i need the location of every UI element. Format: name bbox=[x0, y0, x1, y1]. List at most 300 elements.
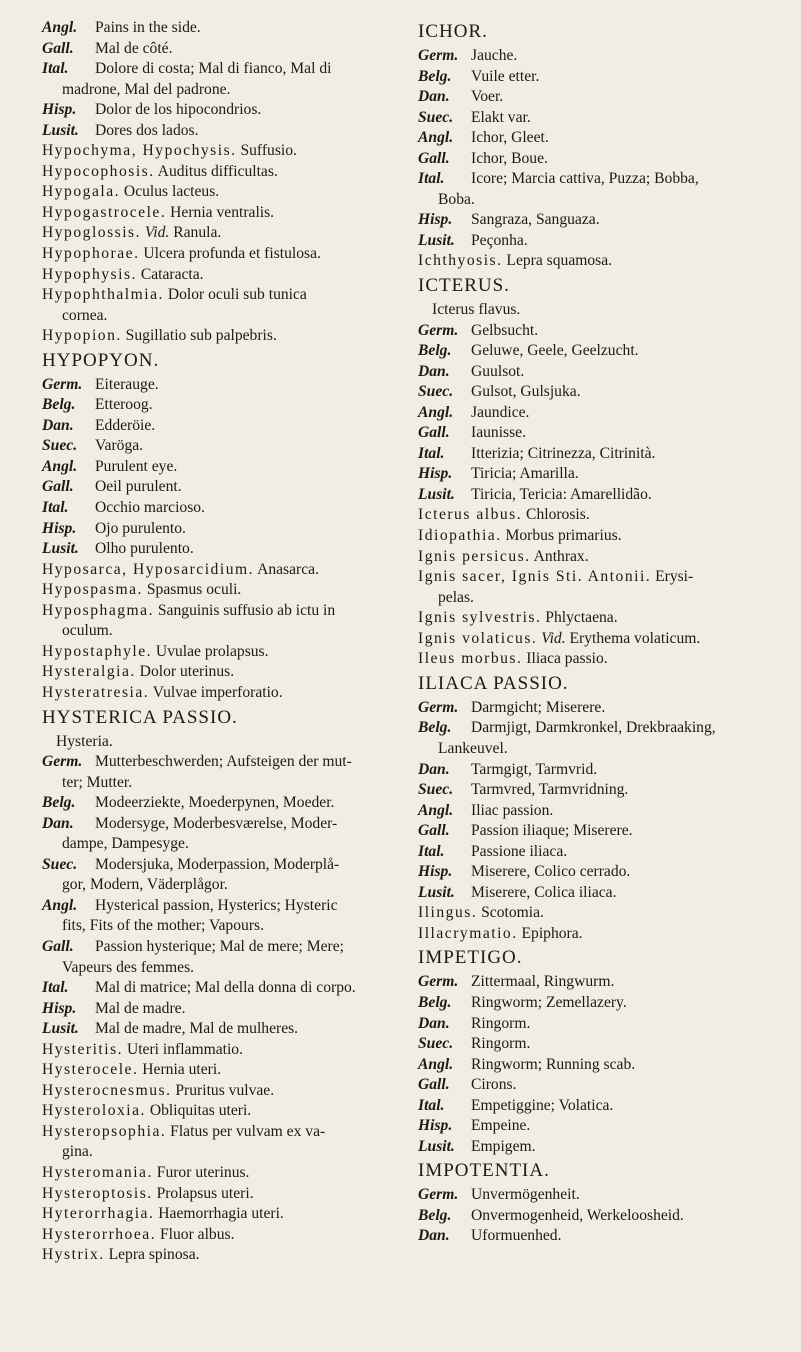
term-definition: Sugillatio sub palpebris. bbox=[121, 327, 277, 345]
term-definition: Anasarca. bbox=[254, 560, 319, 578]
language-row bbox=[42, 416, 390, 437]
term-entry bbox=[418, 567, 786, 588]
language-row bbox=[42, 896, 390, 917]
translation-text: Mal de côté. bbox=[95, 39, 173, 57]
term-definition: Chlorosis. bbox=[522, 506, 590, 524]
language-label: Dan. bbox=[418, 88, 450, 106]
language-label: Angl. bbox=[418, 129, 454, 147]
language-row bbox=[418, 108, 786, 129]
term-definition: Ranula. bbox=[169, 224, 222, 242]
language-label: Hisp. bbox=[418, 211, 453, 229]
term-definition: Erysi- bbox=[651, 568, 694, 586]
language-label: Gall. bbox=[42, 937, 74, 955]
term-entry bbox=[418, 547, 786, 568]
language-label: Lusit. bbox=[418, 485, 455, 503]
language-row bbox=[418, 1206, 786, 1227]
translation-text: Gulsot, Gulsjuka. bbox=[471, 383, 581, 401]
term-entry bbox=[42, 642, 390, 663]
language-row bbox=[42, 39, 390, 60]
continuation-line: dampe, Dampesyge. bbox=[62, 835, 189, 853]
term-definition: Sanguinis suffusio ab ictu in bbox=[153, 601, 336, 619]
translation-text: Empigem. bbox=[471, 1137, 536, 1155]
language-label: Germ. bbox=[418, 1186, 459, 1204]
language-label: Dan. bbox=[418, 1014, 450, 1032]
translation-text: Icore; Marcia cattiva, Puzza; Bobba, bbox=[471, 170, 699, 188]
language-row bbox=[418, 1116, 786, 1137]
language-label: Belg. bbox=[418, 1206, 452, 1224]
translation-text: Sangraza, Sanguaza. bbox=[471, 211, 600, 229]
term-definition: Phlyctaena. bbox=[541, 609, 618, 627]
section-heading: IMPOTENTIA. bbox=[418, 1160, 550, 1182]
translation-text: Voer. bbox=[471, 88, 504, 106]
language-row bbox=[418, 862, 786, 883]
language-row bbox=[42, 457, 390, 478]
language-label: Angl. bbox=[418, 1055, 454, 1073]
latin-term: Hysteratresia. bbox=[42, 683, 150, 701]
latin-term: Hysteralgia. bbox=[42, 663, 136, 681]
language-row bbox=[418, 341, 786, 362]
term-entry bbox=[42, 601, 390, 622]
translation-text: Dolor de los hipocondrios. bbox=[95, 101, 262, 119]
language-row bbox=[418, 321, 786, 342]
language-row bbox=[418, 382, 786, 403]
term-entry bbox=[42, 1204, 390, 1225]
continuation-line: Lankeuvel. bbox=[438, 739, 508, 757]
term-entry bbox=[42, 560, 390, 581]
term-entry bbox=[42, 244, 390, 265]
latin-term: Icterus albus. bbox=[418, 506, 523, 524]
language-label: Lusit. bbox=[42, 121, 79, 139]
section-subheading: Hysteria. bbox=[56, 732, 113, 750]
term-entry bbox=[42, 326, 390, 347]
translation-text: Dolore di costa; Mal di fianco, Mal di bbox=[95, 60, 332, 78]
latin-term: Ichthyosis. bbox=[418, 252, 503, 270]
language-label: Hisp. bbox=[418, 863, 453, 881]
translation-text: Miserere, Colica iliaca. bbox=[471, 883, 617, 901]
language-row bbox=[418, 444, 786, 465]
term-definition: Uvulae prolapsus. bbox=[152, 642, 269, 660]
continuation-line: fits, Fits of the mother; Vapours. bbox=[62, 917, 264, 935]
term-entry bbox=[42, 141, 390, 162]
term-definition: Obliquitas uteri. bbox=[145, 1102, 252, 1120]
continuation-line: madrone, Mal del padrone. bbox=[62, 80, 231, 98]
latin-term: Idiopathia. bbox=[418, 527, 502, 545]
latin-term: Hypogala. bbox=[42, 183, 121, 201]
term-definition: Dolor uterinus. bbox=[135, 663, 235, 681]
term-definition: Dolor oculi sub tunica bbox=[163, 286, 307, 304]
translation-text: Ringorm. bbox=[471, 1035, 531, 1053]
term-entry bbox=[42, 162, 390, 183]
term-entry bbox=[418, 629, 786, 650]
continuation-line: gina. bbox=[62, 1143, 93, 1161]
translation-text: Tiricia; Amarilla. bbox=[471, 465, 579, 483]
language-label: Gall. bbox=[418, 1076, 450, 1094]
vid-reference: Vid. bbox=[541, 629, 566, 647]
language-label: Ital. bbox=[418, 842, 445, 860]
latin-term: Hysterorrhoea. bbox=[42, 1225, 157, 1243]
language-label: Angl. bbox=[418, 403, 454, 421]
language-row bbox=[418, 169, 786, 190]
language-row bbox=[418, 46, 786, 67]
translation-text: Zittermaal, Ringwurm. bbox=[471, 973, 615, 991]
translation-text: Mal di matrice; Mal della donna di corpo. bbox=[95, 979, 356, 997]
translation-text: Ringworm; Running scab. bbox=[471, 1055, 636, 1073]
term-entry bbox=[42, 1101, 390, 1122]
translation-text: Unvermögenheit. bbox=[471, 1186, 580, 1204]
translation-text: Modersjuka, Moderpassion, Moderplå- bbox=[95, 855, 340, 873]
language-row bbox=[418, 842, 786, 863]
term-definition: Hernia uteri. bbox=[138, 1061, 222, 1079]
language-label: Angl. bbox=[42, 457, 78, 475]
term-definition: Scotomia. bbox=[477, 904, 544, 922]
term-entry bbox=[42, 265, 390, 286]
language-row bbox=[418, 149, 786, 170]
continuation-line: gor, Modern, Väderplågor. bbox=[62, 876, 228, 894]
latin-term: Illacrymatio. bbox=[418, 924, 518, 942]
term-entry bbox=[42, 1184, 390, 1205]
latin-term: Hypochyma, Hypochysis. bbox=[42, 142, 237, 160]
language-label: Suec. bbox=[418, 1035, 454, 1053]
language-label: Suec. bbox=[418, 781, 454, 799]
language-label: Gall. bbox=[418, 822, 450, 840]
language-row bbox=[418, 1137, 786, 1158]
translation-text: Varöga. bbox=[95, 437, 144, 455]
continuation-line: Vapeurs des femmes. bbox=[62, 958, 195, 976]
section-heading: HYPOPYON. bbox=[42, 349, 160, 371]
language-row bbox=[42, 100, 390, 121]
term-entry bbox=[418, 649, 786, 670]
translation-text: Mal de madre, Mal de mulheres. bbox=[95, 1020, 299, 1038]
language-label: Belg. bbox=[42, 396, 76, 414]
language-row bbox=[42, 793, 390, 814]
term-entry bbox=[42, 223, 390, 244]
term-definition: Anthrax. bbox=[530, 547, 589, 565]
term-definition: Fluor albus. bbox=[156, 1225, 235, 1243]
language-row bbox=[42, 18, 390, 39]
translation-text: Hysterical passion, Hysterics; Hysteric bbox=[95, 896, 338, 914]
language-row bbox=[418, 403, 786, 424]
translation-text: Ichor, Boue. bbox=[471, 149, 548, 167]
term-entry bbox=[42, 1225, 390, 1246]
translation-text: Etteroog. bbox=[95, 396, 153, 414]
translation-text: Tarmvred, Tarmvridning. bbox=[471, 781, 629, 799]
language-row bbox=[42, 937, 390, 958]
language-row bbox=[418, 423, 786, 444]
language-label: Hisp. bbox=[42, 999, 77, 1017]
term-definition: Erythema volaticum. bbox=[565, 629, 701, 647]
continuation-line: pelas. bbox=[438, 588, 474, 606]
language-label: Hisp. bbox=[42, 101, 77, 119]
term-definition: Pruritus vulvae. bbox=[171, 1081, 275, 1099]
latin-term: Hypocophosis. bbox=[42, 162, 155, 180]
translation-text: Miserere, Colico cerrado. bbox=[471, 863, 631, 881]
language-row bbox=[418, 883, 786, 904]
translation-text: Jaundice. bbox=[471, 403, 530, 421]
translation-text: Vuile etter. bbox=[471, 67, 540, 85]
translation-text: Ringorm. bbox=[471, 1014, 531, 1032]
language-label: Belg. bbox=[418, 993, 452, 1011]
latin-term: Hypostaphyle. bbox=[42, 642, 153, 660]
language-row bbox=[42, 978, 390, 999]
translation-text: Ojo purulento. bbox=[95, 519, 186, 537]
latin-term: Hysteritis. bbox=[42, 1040, 124, 1058]
translation-text: Olho purulento. bbox=[95, 540, 194, 558]
language-row bbox=[418, 780, 786, 801]
term-entry bbox=[418, 608, 786, 629]
language-label: Lusit. bbox=[418, 883, 455, 901]
language-row bbox=[418, 1096, 786, 1117]
language-row bbox=[42, 539, 390, 560]
language-row bbox=[418, 362, 786, 383]
language-row bbox=[418, 1014, 786, 1035]
latin-term: Ignis sacer, Ignis Sti. Antonii. bbox=[418, 568, 652, 586]
language-label: Dan. bbox=[42, 416, 74, 434]
language-label: Belg. bbox=[42, 794, 76, 812]
latin-term: Ignis persicus. bbox=[418, 547, 531, 565]
language-label: Germ. bbox=[418, 698, 459, 716]
term-entry bbox=[42, 662, 390, 683]
term-entry bbox=[42, 1163, 390, 1184]
language-label: Gall. bbox=[418, 424, 450, 442]
language-label: Gall. bbox=[418, 149, 450, 167]
continuation-line: Boba. bbox=[438, 190, 475, 208]
language-row bbox=[42, 121, 390, 142]
latin-term: Ilingus. bbox=[418, 904, 478, 922]
translation-text: Edderöie. bbox=[95, 416, 156, 434]
section-heading: HYSTERICA PASSIO. bbox=[42, 706, 238, 728]
language-row bbox=[418, 972, 786, 993]
language-row bbox=[42, 436, 390, 457]
latin-term: Hysteromania. bbox=[42, 1163, 153, 1181]
term-definition: Spasmus oculi. bbox=[142, 581, 242, 599]
language-row bbox=[418, 87, 786, 108]
language-label: Hisp. bbox=[42, 519, 77, 537]
translation-text: Tiricia, Tericia: Amarellidão. bbox=[471, 485, 652, 503]
latin-term: Hypopion. bbox=[42, 327, 122, 345]
language-row bbox=[418, 128, 786, 149]
translation-text: Modersyge, Moderbesværelse, Moder- bbox=[95, 814, 338, 832]
term-definition: Lepra spinosa. bbox=[104, 1246, 200, 1264]
term-definition: Vulvae imperforatio. bbox=[149, 683, 283, 701]
language-row bbox=[418, 231, 786, 252]
language-label: Germ. bbox=[418, 321, 459, 339]
language-row bbox=[42, 519, 390, 540]
translation-text: Pains in the side. bbox=[95, 19, 201, 36]
term-entry bbox=[42, 683, 390, 704]
term-definition: Iliaca passio. bbox=[522, 650, 608, 668]
latin-term: Hysteroptosis. bbox=[42, 1184, 153, 1202]
translation-text: Purulent eye. bbox=[95, 457, 178, 475]
latin-term: Ignis volaticus. bbox=[418, 629, 538, 647]
translation-text: Darmjigt, Darmkronkel, Drekbraaking, bbox=[471, 719, 716, 737]
language-row bbox=[418, 464, 786, 485]
term-entry bbox=[418, 251, 786, 272]
latin-term: Hypospasma. bbox=[42, 581, 143, 599]
translation-text: Elakt var. bbox=[471, 108, 531, 126]
term-definition: Auditus difficultas. bbox=[154, 162, 278, 180]
latin-term: Hypophysis. bbox=[42, 265, 137, 283]
term-definition: Cataracta. bbox=[136, 265, 204, 283]
translation-text: Tarmgigt, Tarmvrid. bbox=[471, 760, 598, 778]
language-row bbox=[418, 821, 786, 842]
latin-term: Hypoglossis. bbox=[42, 224, 142, 242]
latin-term: Ignis sylvestris. bbox=[418, 609, 542, 627]
latin-term: Hypophorae. bbox=[42, 245, 140, 263]
translation-text: Onvermogenheid, Werkeloosheid. bbox=[471, 1206, 684, 1224]
language-row bbox=[42, 752, 390, 773]
translation-text: Iliac passion. bbox=[471, 801, 554, 819]
latin-term: Hyposarca, Hyposarcidium. bbox=[42, 560, 255, 578]
term-entry bbox=[42, 1081, 390, 1102]
term-entry bbox=[42, 203, 390, 224]
language-label: Lusit. bbox=[42, 540, 79, 558]
language-row bbox=[418, 718, 786, 739]
continuation-line: ter; Mutter. bbox=[62, 773, 133, 791]
term-entry bbox=[418, 903, 786, 924]
term-definition: Suffusio. bbox=[236, 142, 297, 160]
latin-term: Hyterorrhagia. bbox=[42, 1205, 155, 1223]
term-definition: Haemorrhagia uteri. bbox=[154, 1205, 284, 1223]
term-entry bbox=[42, 182, 390, 203]
language-label: Dan. bbox=[418, 362, 450, 380]
translation-text: Empeine. bbox=[471, 1117, 531, 1135]
translation-text: Uformuenhed. bbox=[471, 1227, 562, 1245]
translation-text: Occhio marcioso. bbox=[95, 499, 205, 517]
language-label: Hisp. bbox=[418, 1117, 453, 1135]
term-definition: Uteri inflammatio. bbox=[123, 1040, 243, 1058]
language-row bbox=[418, 698, 786, 719]
language-label: Germ. bbox=[42, 753, 83, 771]
latin-term: Hysteroloxia. bbox=[42, 1102, 146, 1120]
latin-term: Hyposphagma. bbox=[42, 601, 154, 619]
term-entry bbox=[418, 505, 786, 526]
language-label: Ital. bbox=[418, 1096, 445, 1114]
language-label: Lusit. bbox=[418, 231, 455, 249]
term-definition: Lepra squamosa. bbox=[502, 252, 613, 270]
language-row bbox=[42, 855, 390, 876]
language-label: Lusit. bbox=[42, 1020, 79, 1038]
translation-text: Guulsot. bbox=[471, 362, 525, 380]
translation-text: Dores dos lados. bbox=[95, 121, 199, 139]
language-label: Lusit. bbox=[418, 1137, 455, 1155]
right-column bbox=[418, 18, 786, 1247]
term-definition: Prolapsus uteri. bbox=[152, 1184, 254, 1202]
latin-term: Hysteropsophia. bbox=[42, 1122, 167, 1140]
section-heading: ILIACA PASSIO. bbox=[418, 672, 569, 694]
vid-reference: Vid. bbox=[144, 224, 170, 242]
term-definition: Hernia ventralis. bbox=[166, 203, 275, 221]
language-label: Suec. bbox=[418, 108, 454, 126]
term-entry bbox=[42, 1245, 390, 1266]
section-heading: ICTERUS. bbox=[418, 275, 510, 297]
language-row bbox=[418, 993, 786, 1014]
translation-text: Gelbsucht. bbox=[471, 321, 539, 339]
language-row bbox=[418, 801, 786, 822]
continuation-line: oculum. bbox=[62, 622, 113, 640]
language-label: Dan. bbox=[418, 760, 450, 778]
language-row bbox=[42, 999, 390, 1020]
language-label: Hisp. bbox=[418, 465, 453, 483]
language-row bbox=[42, 477, 390, 498]
term-definition: Ulcera profunda et fistulosa. bbox=[139, 245, 321, 263]
language-label: Germ. bbox=[418, 973, 459, 991]
term-entry bbox=[418, 924, 786, 945]
translation-text: Peçonha. bbox=[471, 231, 528, 249]
language-row bbox=[42, 375, 390, 396]
translation-text: Ichor, Gleet. bbox=[471, 129, 549, 147]
section-subheading: Icterus flavus. bbox=[432, 301, 521, 319]
language-label: Gall. bbox=[42, 39, 74, 57]
translation-text: Passione iliaca. bbox=[471, 842, 568, 860]
language-row bbox=[418, 1055, 786, 1076]
language-label: Suec. bbox=[42, 855, 78, 873]
language-row bbox=[418, 485, 786, 506]
translation-text: Mutterbeschwerden; Aufsteigen der mut- bbox=[95, 753, 352, 771]
term-entry bbox=[42, 1040, 390, 1061]
term-entry bbox=[42, 1122, 390, 1143]
language-row bbox=[418, 1075, 786, 1096]
language-row bbox=[418, 210, 786, 231]
language-label: Ital. bbox=[42, 60, 69, 78]
language-label: Angl. bbox=[418, 801, 454, 819]
translation-text: Jauche. bbox=[471, 47, 518, 64]
language-row bbox=[418, 760, 786, 781]
language-label: Gall. bbox=[42, 478, 74, 496]
continuation-line: cornea. bbox=[62, 306, 108, 324]
language-label: Ital. bbox=[418, 444, 445, 462]
term-definition: Flatus per vulvam ex va- bbox=[166, 1122, 326, 1140]
latin-term: Hysterocnesmus. bbox=[42, 1081, 172, 1099]
latin-term: Ileus morbus. bbox=[418, 650, 523, 668]
translation-text: Passion iliaque; Miserere. bbox=[471, 822, 633, 840]
latin-term: Hystrix. bbox=[42, 1246, 105, 1264]
translation-text: Modeerziekte, Moederpynen, Moeder. bbox=[95, 794, 335, 812]
language-label: Angl. bbox=[42, 19, 78, 36]
term-entry bbox=[418, 526, 786, 547]
language-label: Belg. bbox=[418, 342, 452, 360]
latin-term: Hysterocele. bbox=[42, 1061, 139, 1079]
term-definition: Epiphora. bbox=[517, 924, 583, 942]
language-label: Dan. bbox=[418, 1227, 450, 1245]
translation-text: Geluwe, Geele, Geelzucht. bbox=[471, 342, 639, 360]
language-row bbox=[418, 1034, 786, 1055]
language-label: Belg. bbox=[418, 719, 452, 737]
translation-text: Oeil purulent. bbox=[95, 478, 182, 496]
language-row bbox=[418, 1226, 786, 1247]
language-row bbox=[418, 67, 786, 88]
language-row bbox=[42, 395, 390, 416]
translation-text: Eiterauge. bbox=[95, 375, 159, 393]
language-label: Germ. bbox=[418, 47, 459, 64]
language-label: Ital. bbox=[418, 170, 445, 188]
language-row bbox=[42, 498, 390, 519]
translation-text: Cirons. bbox=[471, 1076, 517, 1094]
language-label: Ital. bbox=[42, 499, 69, 517]
translation-text: Empetiggine; Volatica. bbox=[471, 1096, 614, 1114]
latin-term: Hypophthalmia. bbox=[42, 286, 164, 304]
section-heading: ICHOR. bbox=[418, 21, 488, 42]
term-definition: Morbus primarius. bbox=[501, 527, 622, 545]
language-label: Suec. bbox=[42, 437, 78, 455]
term-entry bbox=[42, 580, 390, 601]
translation-text: Mal de madre. bbox=[95, 999, 186, 1017]
translation-text: Darmgicht; Miserere. bbox=[471, 698, 606, 716]
language-row bbox=[42, 1019, 390, 1040]
latin-term: Hypogastrocele. bbox=[42, 203, 167, 221]
language-label: Suec. bbox=[418, 383, 454, 401]
term-definition: Furor uterinus. bbox=[152, 1163, 250, 1181]
term-entry bbox=[42, 1060, 390, 1081]
